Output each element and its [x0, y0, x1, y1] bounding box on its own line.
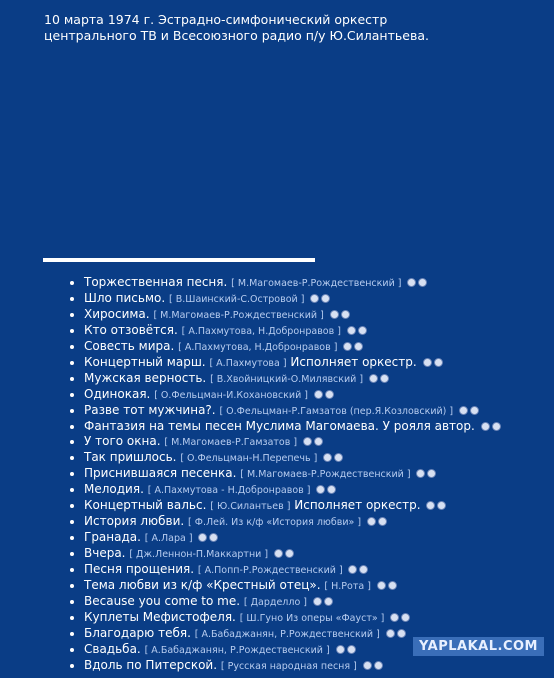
track-item — [84, 658, 554, 674]
play-icon[interactable] — [377, 581, 386, 590]
track-credit: [ О.Фельцман-Р.Гамзатов (пер.Я.Козловский) ] — [219, 406, 454, 417]
download-icon[interactable] — [418, 278, 427, 287]
track-title: Тема любви из к/ф «Крестный отец». — [84, 578, 321, 592]
track-credit: [ Дарделло ] — [243, 597, 307, 608]
track-item — [84, 530, 554, 546]
track-item — [84, 339, 554, 355]
track-title: Кто отзовётся. — [84, 323, 178, 337]
download-icon[interactable] — [401, 613, 410, 622]
track-credit: [ Н.Рота ] — [324, 581, 371, 592]
track-item — [84, 514, 554, 530]
download-icon[interactable] — [334, 453, 343, 462]
track-credit: [ А.Пахмутова, Н.Добронравов ] — [181, 326, 341, 337]
download-icon[interactable] — [325, 390, 334, 399]
track-item — [84, 610, 554, 626]
download-icon[interactable] — [380, 374, 389, 383]
track-title: У того окна. — [84, 434, 161, 448]
track-title: Одинокая. — [84, 387, 151, 401]
play-icon[interactable] — [481, 422, 490, 431]
track-title: Мелодия. — [84, 482, 144, 496]
track-item — [84, 419, 554, 434]
track-item — [84, 307, 554, 323]
track-credit: [ В.Хвойницкий-О.Милявский ] — [210, 374, 364, 385]
track-title: Свадьба. — [84, 642, 141, 656]
download-icon[interactable] — [324, 597, 333, 606]
download-icon[interactable] — [358, 326, 367, 335]
download-icon[interactable] — [378, 517, 387, 526]
download-icon[interactable] — [327, 485, 336, 494]
track-credit: [ Ю.Силантьев ] — [210, 501, 291, 512]
track-title: Because you come to me. — [84, 594, 241, 608]
track-item — [84, 594, 554, 610]
track-item — [84, 371, 554, 387]
track-credit: [ О.Фельцман-И.Кохановский ] — [154, 390, 308, 401]
download-icon[interactable] — [285, 549, 294, 558]
play-icon[interactable] — [310, 294, 319, 303]
track-item — [84, 355, 554, 371]
track-credit: [ А.Пахмутова - Н.Добронравов ] — [147, 485, 311, 496]
track-title: Вчера. — [84, 546, 126, 560]
play-icon[interactable] — [274, 549, 283, 558]
track-title: Фантазия на темы песен Муслима Магомаева. У рояля автор. — [84, 419, 475, 433]
track-title: Концертный вальс. — [84, 498, 207, 512]
track-title: Совесть мира. — [84, 339, 175, 353]
track-title: Шло письмо. — [84, 291, 166, 305]
track-item — [84, 466, 554, 482]
track-credit: [ А.Бабаджанян, Р.Рождественский ] — [144, 645, 330, 656]
track-credit: [ М.Магомаев-Р.Рождественский ] — [240, 469, 411, 480]
play-icon[interactable] — [330, 310, 339, 319]
download-icon[interactable] — [427, 469, 436, 478]
play-icon[interactable] — [407, 278, 416, 287]
track-credit: [ Ш.Гуно Из оперы «Фауст» ] — [239, 613, 385, 624]
play-icon[interactable] — [198, 533, 207, 542]
track-item — [84, 275, 554, 291]
track-title: Песня прощения. — [84, 562, 195, 576]
track-title: Куплеты Мефистофеля. — [84, 610, 236, 624]
download-icon[interactable] — [341, 310, 350, 319]
play-icon[interactable] — [313, 597, 322, 606]
track-title: Мужская верность. — [84, 371, 207, 385]
track-credit: [ А.Бабаджанян, Р.Рождественский ] — [194, 629, 380, 640]
track-credit: [ Ф.Лей. Из к/ф «История любви» ] — [188, 517, 362, 528]
track-item — [84, 482, 554, 498]
page-header — [44, 12, 524, 44]
download-icon[interactable] — [354, 342, 363, 351]
track-credit: [ М.Магомаев-Р.Рождественский ] — [153, 310, 324, 321]
play-icon[interactable] — [303, 437, 312, 446]
play-icon[interactable] — [348, 565, 357, 574]
track-note: Исполняет оркестр. — [294, 498, 421, 512]
track-credit: [ А.Пахмутова ] — [209, 358, 287, 369]
track-title: Гранада. — [84, 530, 141, 544]
play-icon[interactable] — [423, 358, 432, 367]
track-list — [40, 275, 554, 674]
download-icon[interactable] — [209, 533, 218, 542]
track-item — [84, 450, 554, 466]
play-icon[interactable] — [459, 406, 468, 415]
play-icon[interactable] — [367, 517, 376, 526]
track-item — [84, 291, 554, 307]
download-icon[interactable] — [321, 294, 330, 303]
track-item — [84, 403, 554, 419]
play-icon[interactable] — [416, 469, 425, 478]
divider — [43, 258, 315, 262]
track-credit: [ А.Попп-Р.Рождественский ] — [197, 565, 343, 576]
play-icon[interactable] — [343, 342, 352, 351]
track-title: Так пришлось. — [84, 450, 177, 464]
track-title: История любви. — [84, 514, 185, 528]
download-icon[interactable] — [314, 437, 323, 446]
play-icon[interactable] — [336, 645, 345, 654]
download-icon[interactable] — [492, 422, 501, 431]
header-line-2: центрального ТВ и Всесоюзного радио п/у Ю.Силантьева. — [44, 28, 429, 43]
track-title: Разве тот мужчина?. — [84, 403, 216, 417]
download-icon[interactable] — [347, 645, 356, 654]
track-credit: [ М.Магомаев-Р.Рождественский ] — [231, 278, 402, 289]
track-title: Вдоль по Питерской. — [84, 658, 218, 672]
play-icon[interactable] — [426, 501, 435, 510]
track-title: Приснившаяся песенка. — [84, 466, 237, 480]
play-icon[interactable] — [323, 453, 332, 462]
track-item — [84, 498, 554, 514]
track-credit: [ М.Магомаев-Р.Гамзатов ] — [164, 437, 298, 448]
track-title: Торжественная песня. — [84, 275, 228, 289]
download-icon[interactable] — [470, 406, 479, 415]
download-icon[interactable] — [388, 581, 397, 590]
play-icon[interactable] — [369, 374, 378, 383]
track-credit: [ В.Шаинский-С.Островой ] — [169, 294, 305, 305]
watermark: YAPLAKAL.COM — [413, 637, 544, 656]
track-credit: [ Дж.Леннон-П.Маккартни ] — [129, 549, 269, 560]
track-note: Исполняет оркестр. — [290, 355, 417, 369]
track-credit: [ А.Пахмутова, Н.Добронравов ] — [178, 342, 338, 353]
download-icon[interactable] — [434, 358, 443, 367]
play-icon[interactable] — [314, 390, 323, 399]
track-item — [84, 323, 554, 339]
header-line-1: 10 марта 1974 г. Эстрадно-симфонический оркестр — [44, 12, 388, 27]
track-item — [84, 434, 554, 450]
track-title: Благодарю тебя. — [84, 626, 191, 640]
play-icon[interactable] — [363, 661, 372, 670]
play-icon[interactable] — [386, 629, 395, 638]
track-credit: [ Русская народная песня ] — [220, 661, 357, 672]
play-icon[interactable] — [316, 485, 325, 494]
download-icon[interactable] — [359, 565, 368, 574]
track-credit: [ А.Лара ] — [144, 533, 193, 544]
download-icon[interactable] — [437, 501, 446, 510]
download-icon[interactable] — [374, 661, 383, 670]
play-icon[interactable] — [347, 326, 356, 335]
track-credit: [ О.Фельцман-Н.Перепечь ] — [180, 453, 318, 464]
track-title: Концертный марш. — [84, 355, 206, 369]
play-icon[interactable] — [390, 613, 399, 622]
track-item — [84, 578, 554, 594]
track-title: Хиросима. — [84, 307, 150, 321]
track-item — [84, 546, 554, 562]
track-item — [84, 562, 554, 578]
track-item — [84, 387, 554, 403]
download-icon[interactable] — [397, 629, 406, 638]
